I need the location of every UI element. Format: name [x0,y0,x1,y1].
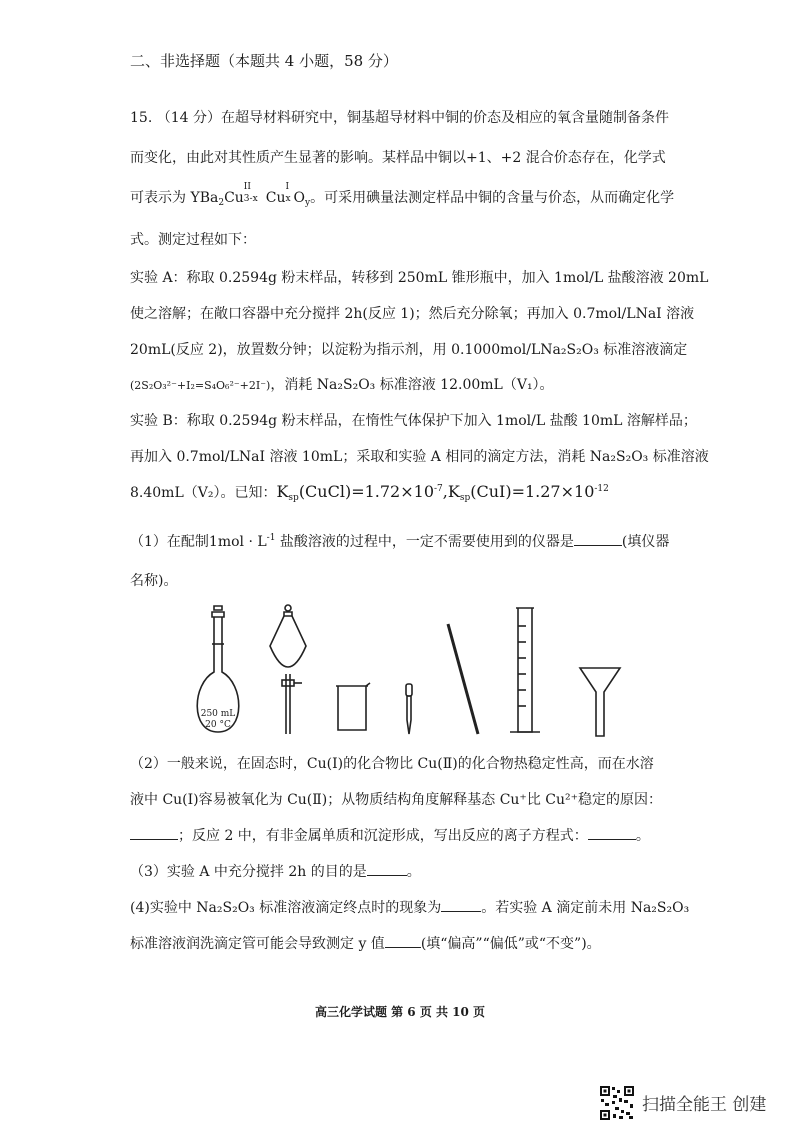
exp-b-line-2: 再加入 0.7mol/LNaI 溶液 10mL；采取和实验 A 相同的滴定方法，消耗 Na₂S₂O₃ 标准溶液 [130,449,709,465]
exp-a-line-1: 实验 A：称取 0.2594g 粉末样品，转移到 250mL 锥形瓶中，加入 1mol/L 盐酸溶液 20mL [130,270,709,286]
ksp-cui-value: (CuI)=1.27×10 [470,482,595,501]
sub3-line [130,861,421,881]
ksp-cucl-value: (CuCl)=1.72×10 [298,482,434,501]
exp-b-line-1: 实验 B：称取 0.2594g 粉末样品，在惰性气体保护下加入 1mol/L 盐酸 10mL 溶解样品； [130,413,697,429]
separatory-funnel-icon [270,605,306,734]
sub2-question: ；反应 2 中，有非金属单质和沉淀形成，写出反应的离子方程式： [178,828,588,844]
formula-o: O [293,190,306,206]
answer-blank[interactable] [367,863,407,876]
formula-sup: II [243,182,251,192]
answer-blank[interactable] [385,935,421,948]
ksp-exp: -12 [594,484,609,494]
answer-blank[interactable] [574,533,622,546]
scanner-watermark: 扫描全能王 创建 [642,1095,767,1115]
q15-line-1: 15. （14 分）在超导材料研究中，铜基超导材料中铜的价态及相应的氧含量随制备条件 [130,110,669,126]
titration-equation: (2S₂O₃²⁻+I₂=S₄O₆²⁻+2I⁻) [130,379,271,392]
exp-a-line-2: 使之溶解；在敞口容器中充分搅拌 2h(反应 1)；然后充分除氧；再加入 0.7mol/LNaI 溶液 [130,306,695,322]
qr-code-icon [599,1085,635,1121]
answer-blank[interactable] [588,827,636,840]
formula-sub: 3-x [243,194,258,204]
formula-cu: Cu [265,190,286,206]
sub4-question-2: 标准溶液润洗滴定管可能会导致测定 y 值 [130,936,385,952]
dropper-icon [406,684,412,734]
ksp-separator: ,K [442,482,460,501]
beaker-icon [336,683,370,730]
formula-sup: I [285,182,290,192]
unit-exponent: -1 [266,533,276,543]
graduated-cylinder-icon [510,608,540,732]
ksp-exp: -7 [434,484,443,494]
sub4-question: (4)实验中 Na₂S₂O₃ 标准溶液滴定终点时的现象为 [130,900,442,916]
flask-label-volume: 250 mL [200,709,236,719]
sub3-end: 。 [406,864,421,880]
sub2-line-1: （2）一般来说，在固态时，Cu(Ⅰ)的化合物比 Cu(Ⅱ)的化合物热稳定性高，而在水溶 [130,756,654,772]
exp-a-line-3: 20mL(反应 2)，放置数分钟；以淀粉为指示剂，用 0.1000mol/LNa₂S₂O₃ 标准溶液滴定 [130,342,688,358]
exp-a-line-4 [130,374,554,394]
sub2-line-2: 液中 Cu(Ⅰ)容易被氧化为 Cu(Ⅱ)；从物质结构角度解释基态 Cu⁺比 Cu²⁺稳定的原因： [130,792,662,808]
sub1-line-2: 名称)。 [130,573,178,589]
sub1-prefix: （1）在配制 [130,534,209,550]
exp-a-consumption: ，消耗 Na₂S₂O₃ 标准溶液 12.00mL（V₁）。 [270,377,554,393]
volumetric-flask-icon [197,606,239,732]
answer-blank[interactable] [130,827,178,840]
glass-rod-icon [448,624,478,734]
sub2-end: 。 [635,828,650,844]
q15-line-4: 式。测定过程如下： [130,232,256,248]
sub4-line-1 [130,897,689,917]
exp-b-volume: 8.40mL（V₂）。已知： [130,485,277,501]
formula-suffix: 。可采用碘量法测定样品中铜的含量与价态，从而确定化学 [310,190,675,206]
sub1-line-1 [130,531,669,551]
ksp-sub: sp [459,493,471,503]
sub4-line-2 [130,933,601,953]
sub2-line-3 [130,825,650,845]
ksp-sub: sp [288,493,299,503]
sub1-question: 盐酸溶液的过程中，一定不需要使用到的仪器是 [275,534,574,550]
apparatus-figure [190,604,690,744]
ksp-symbol: K [276,482,289,501]
formula-sub: x [285,194,291,204]
funnel-icon [580,668,620,736]
q15-line-2: 而变化，由此对其性质产生显著的影响。某样品中铜以+1、+2 混合价态存在，化学式 [130,150,666,166]
q15-line-3 [130,182,675,208]
page-footer: 高三化学试题 第 6 页 共 10 页 [314,1005,486,1019]
answer-blank[interactable] [441,899,481,912]
flask-label-temp: 20 °C [205,720,231,730]
formula-prefix: 可表示为 YBa [130,190,219,206]
sub1-tail: (填仪器 [621,534,670,550]
formula-cu: Cu [224,190,244,206]
formula-sub: 2 [218,198,225,208]
sub4-options: (填“偏高”“偏低”或“不变”)。 [420,936,601,952]
formula-sub: y [305,198,311,208]
exp-b-line-3 [130,482,609,503]
concentration-unit: 1mol · L [208,534,267,550]
section-title: 二、非选择题（本题共 4 小题，58 分） [130,52,398,70]
sub4-question-cont: 。若实验 A 滴定前未用 Na₂S₂O₃ [481,900,690,916]
sub3-question: （3）实验 A 中充分搅拌 2h 的目的是 [130,864,367,880]
